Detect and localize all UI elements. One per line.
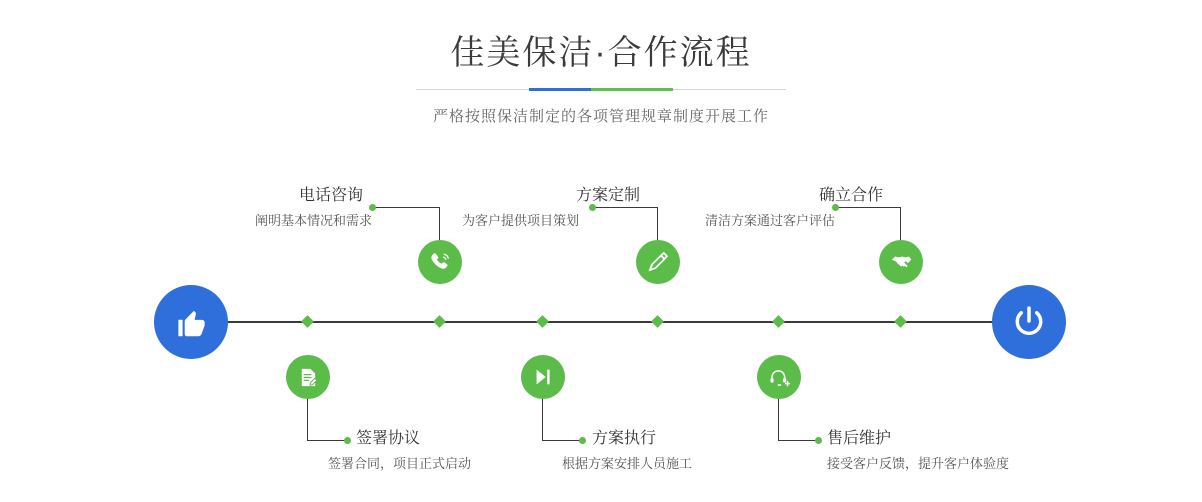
step-1-axis-marker (433, 315, 446, 328)
step-1-node[interactable] (418, 240, 462, 284)
step-4-node[interactable] (521, 355, 565, 399)
step-3-connector-vertical (657, 207, 658, 240)
phone-call-icon (428, 250, 452, 274)
step-4-connector-horizontal (542, 440, 582, 441)
thumbs-up-icon (173, 304, 209, 340)
step-3-axis-marker (651, 315, 664, 328)
step-1-connector-horizontal (375, 207, 440, 208)
power-icon (1010, 303, 1048, 341)
start-endpoint (154, 285, 228, 359)
step-1-title: 电话咨询 (298, 187, 363, 204)
step-5-title: 确立合作 (818, 187, 883, 204)
step-5-desc: 清洁方案通过客户评估 (705, 213, 836, 228)
step-3-label (462, 185, 640, 231)
step-4-axis-marker (536, 315, 549, 328)
step-1-desc: 阐明基本情况和需求 (255, 213, 373, 228)
step-4-title: 方案执行 (592, 430, 657, 447)
step-4-label-dot (579, 437, 586, 444)
step-1-label (255, 185, 372, 231)
step-2-axis-marker (301, 315, 314, 328)
step-6-desc: 接受客户反馈，提升客户体验度 (827, 456, 1010, 471)
step-5-connector-vertical (900, 207, 901, 240)
step-2-label-dot (344, 437, 351, 444)
page-title: 佳美保洁·合作流程 (450, 34, 752, 72)
step-3-desc: 为客户提供项目策划 (462, 213, 580, 228)
step-4-desc: 根据方案安排人员施工 (562, 456, 693, 471)
step-4-connector-vertical (542, 399, 543, 440)
step-6-label (827, 428, 1009, 474)
step-2-connector-vertical (307, 399, 308, 440)
headset-support-icon (768, 366, 791, 389)
step-5-node[interactable] (879, 240, 923, 284)
step-6-connector-vertical (778, 399, 779, 440)
pen-ruler-icon (646, 250, 670, 274)
step-6-title: 售后维护 (827, 430, 892, 447)
step-2-title: 签署协议 (356, 430, 421, 447)
step-5-axis-marker (894, 315, 907, 328)
step-4-label (562, 428, 693, 474)
step-3-title: 方案定制 (575, 187, 640, 204)
title-divider (416, 88, 786, 91)
step-6-connector-horizontal (778, 440, 818, 441)
step-2-label (328, 428, 472, 474)
step-6-axis-marker (772, 315, 785, 328)
header (0, 30, 1202, 126)
play-forward-icon (532, 366, 554, 388)
page-subtitle: 严格按照保洁制定的各项管理规章制度开展工作 (432, 108, 769, 125)
step-6-node[interactable] (757, 355, 801, 399)
step-3-node[interactable] (636, 240, 680, 284)
handshake-icon (889, 250, 914, 275)
step-2-node[interactable] (286, 355, 330, 399)
step-5-label (705, 185, 883, 231)
divider-accent-green (591, 88, 673, 91)
step-1-connector-vertical (439, 207, 440, 240)
document-edit-icon (297, 366, 320, 389)
end-endpoint (992, 285, 1066, 359)
step-2-connector-horizontal (307, 440, 347, 441)
divider-accent-blue (529, 88, 591, 91)
step-6-label-dot (815, 437, 822, 444)
step-2-desc: 签署合同，项目正式启动 (328, 456, 472, 471)
